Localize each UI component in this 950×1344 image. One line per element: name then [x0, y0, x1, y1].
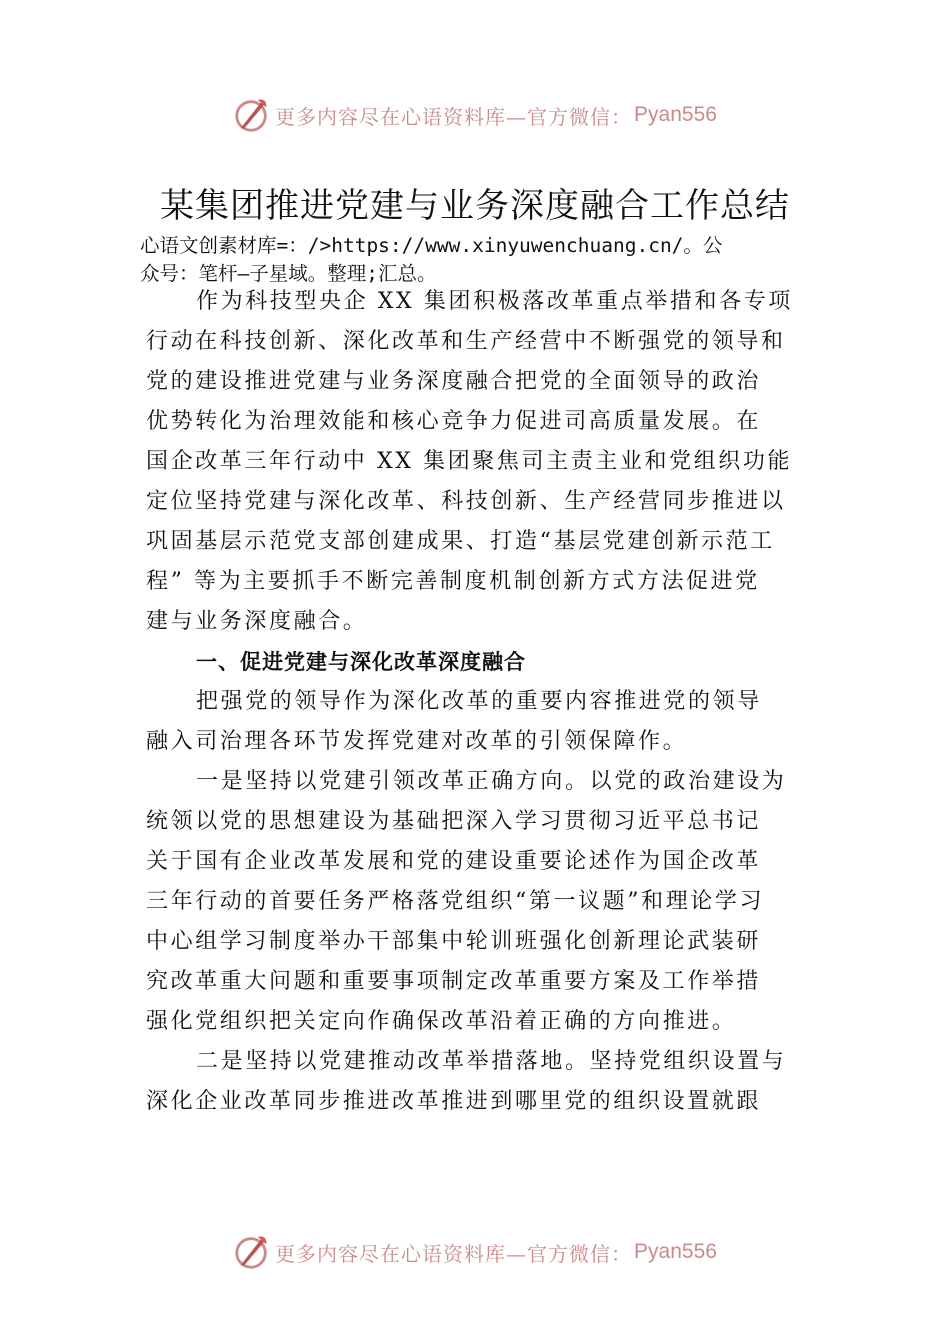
- paragraph-line: 中心组学习制度举办干部集中轮训班强化创新理论武装研: [146, 929, 762, 954]
- watermark-text: 更多内容尽在心语资料库—官方微信：: [275, 1241, 633, 1266]
- paragraph-line: 一是坚持以党建引领改革正确方向。以党的政治建设为: [196, 769, 787, 794]
- document-body: [146, 282, 816, 1122]
- watermark-wechat-id: Pyan556: [634, 1240, 717, 1263]
- paragraph-line: 二是坚持以党建推动改革举措落地。坚持党组织设置与: [196, 1049, 787, 1074]
- paragraph-line: 强化党组织把关定向作确保改革沿着正确的方向推进。: [146, 1009, 737, 1034]
- paragraph-line: 党的建设推进党建与业务深度融合把党的全面领导的政治: [146, 369, 762, 394]
- paragraph-line: 作为科技型央企 XX 集团积极落改革重点举措和各专项: [196, 289, 793, 314]
- paragraph-line: 统领以党的思想建设为基础把深入学习贯彻习近平总书记: [146, 809, 762, 834]
- paragraph-line: 深化企业改革同步推进改革推进到哪里党的组织设置就跟: [146, 1089, 762, 1114]
- paragraph-line: 国企改革三年行动中 XX 集团聚焦司主责主业和党组织功能: [146, 449, 793, 474]
- paragraph-line: 把强党的领导作为深化改革的重要内容推进党的领导: [196, 689, 762, 714]
- paragraph-line: 巩固基层示范党支部创建成果、打造“基层党建创新示范工: [146, 529, 775, 554]
- paragraph-line: 优势转化为治理效能和核心竞争力促进司高质量发展。在: [146, 409, 762, 434]
- source-note: [140, 232, 820, 288]
- watermark-wechat-id: Pyan556: [634, 103, 717, 126]
- watermark-text: 更多内容尽在心语资料库—官方微信：: [275, 104, 633, 129]
- watermark-footer: [0, 1230, 950, 1274]
- watermark-header: [0, 93, 950, 137]
- paragraph-line: 定位坚持党建与深化改革、科技创新、生产经营同步推进以: [146, 489, 786, 514]
- quill-logo-icon: [233, 1233, 271, 1271]
- paragraph-line: 融入司治理各环节发挥党建对改革的引领保障作。: [146, 729, 688, 754]
- quill-logo-icon: [233, 96, 271, 134]
- source-line: 众号：笔杆—子星域。整理;汇总。: [140, 262, 437, 285]
- paragraph-line: 建与业务深度融合。: [146, 609, 368, 634]
- paragraph-line: 三年行动的首要任务严格落党组织“第一议题”和理论学习: [146, 889, 765, 914]
- document-title: 某集团推进党建与业务深度融合工作总结: [160, 186, 790, 226]
- paragraph-line: 行动在科技创新、深化改革和生产经营中不断强党的领导和: [146, 329, 786, 354]
- source-line: 心语文创素材库=：/>https://www.xinyuwenchuang.cn/。公: [140, 234, 723, 257]
- paragraph-line: 程” 等为主要抓手不断完善制度机制创新方式方法促进党: [146, 569, 760, 594]
- paragraph-line: 关于国有企业改革发展和党的建设重要论述作为国企改革: [146, 849, 762, 874]
- section-heading: 一、促进党建与深化改革深度融合: [196, 650, 526, 674]
- paragraph-line: 究改革重大问题和重要事项制定改革重要方案及工作举措: [146, 969, 762, 994]
